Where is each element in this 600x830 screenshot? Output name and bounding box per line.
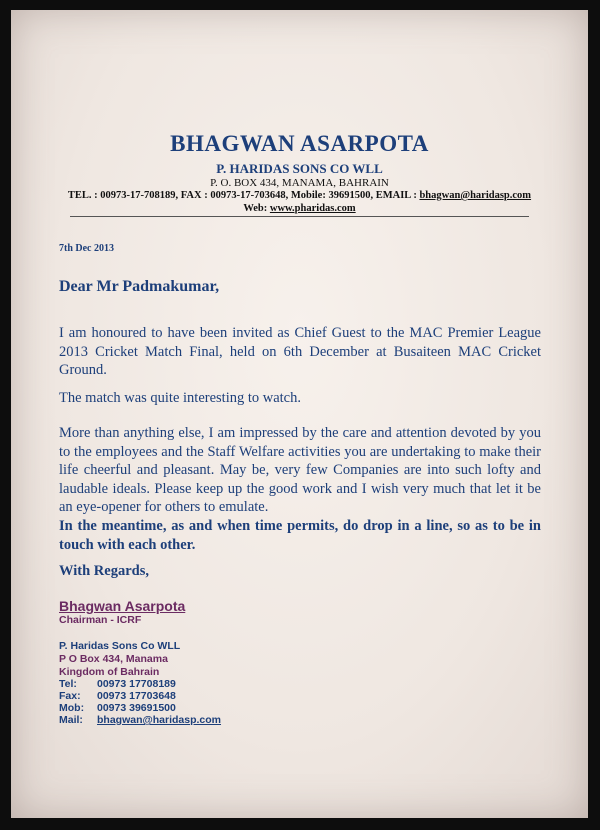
letterhead-name: BHAGWAN ASARPOTA bbox=[170, 131, 429, 156]
signature-fax-row bbox=[59, 690, 176, 702]
letter-closing: With Regards, bbox=[59, 563, 149, 579]
signature-tel-label: Tel: bbox=[59, 678, 77, 690]
signature-mob-row bbox=[59, 702, 176, 714]
letterhead-web-label: Web: bbox=[243, 203, 270, 214]
signature-country: Kingdom of Bahrain bbox=[59, 666, 160, 678]
letter-page bbox=[11, 10, 588, 818]
letterhead-address: P. O. BOX 434, MANAMA, BAHRAIN bbox=[210, 177, 389, 189]
signature-pobox: P O Box 434, Manama bbox=[59, 653, 168, 665]
signature-mail-label: Mail: bbox=[59, 714, 83, 726]
letterhead-contact bbox=[11, 190, 588, 201]
letter-paragraph: The match was quite interesting to watch. bbox=[59, 390, 301, 406]
letter-paragraph-closing: In the meantime, as and when time permits, do drop in a line, so as to be in touch with each other. bbox=[59, 518, 541, 553]
letter-date: 7th Dec 2013 bbox=[59, 243, 114, 254]
signature-tel-value: 00973 17708189 bbox=[97, 678, 176, 690]
signature-fax-label: Fax: bbox=[59, 690, 81, 702]
signature-tel-row bbox=[59, 678, 176, 690]
letterhead-web bbox=[11, 203, 588, 214]
letterhead-email-link[interactable]: bhagwan@haridasp.com bbox=[419, 190, 532, 201]
signature-fax-value: 00973 17703648 bbox=[97, 690, 176, 702]
signature-company: P. Haridas Sons Co WLL bbox=[59, 640, 181, 652]
signature-title: Chairman - ICRF bbox=[59, 614, 142, 626]
signature-mail-row bbox=[59, 714, 221, 726]
letterhead-company: P. HARIDAS SONS CO WLL bbox=[216, 161, 383, 176]
signature-mob-value: 00973 39691500 bbox=[97, 702, 176, 714]
letter-paragraph: More than anything else, I am impressed by the care and attention devoted by you to the employees and the Staff Welfare activities you are undertaking to make their life cheerful and pleasant. May be, very few Companies are into such lofty and laudable ideals. Please keep up the good work and I wish very much that let it be an eye-opener for others to emulate. bbox=[59, 425, 541, 515]
letter-paragraph: I am honoured to have been invited as Chief Guest to the MAC Premier League 2013 Cricket Match Final, held on 6th December at Busaiteen MAC Cricket Ground. bbox=[59, 325, 541, 378]
letterhead-contact-text: TEL. : 00973-17-708189, FAX : 00973-17-703648, Mobile: 39691500, EMAIL : bbox=[67, 190, 420, 201]
letterhead-web-link[interactable]: www.pharidas.com bbox=[269, 203, 356, 214]
signature-email-link[interactable]: bhagwan@haridasp.com bbox=[97, 714, 222, 726]
signature-mob-label: Mob: bbox=[59, 702, 85, 714]
letter-salutation: Dear Mr Padmakumar, bbox=[59, 278, 220, 295]
signature-name: Bhagwan Asarpota bbox=[59, 598, 186, 614]
letterhead-divider bbox=[70, 216, 529, 217]
